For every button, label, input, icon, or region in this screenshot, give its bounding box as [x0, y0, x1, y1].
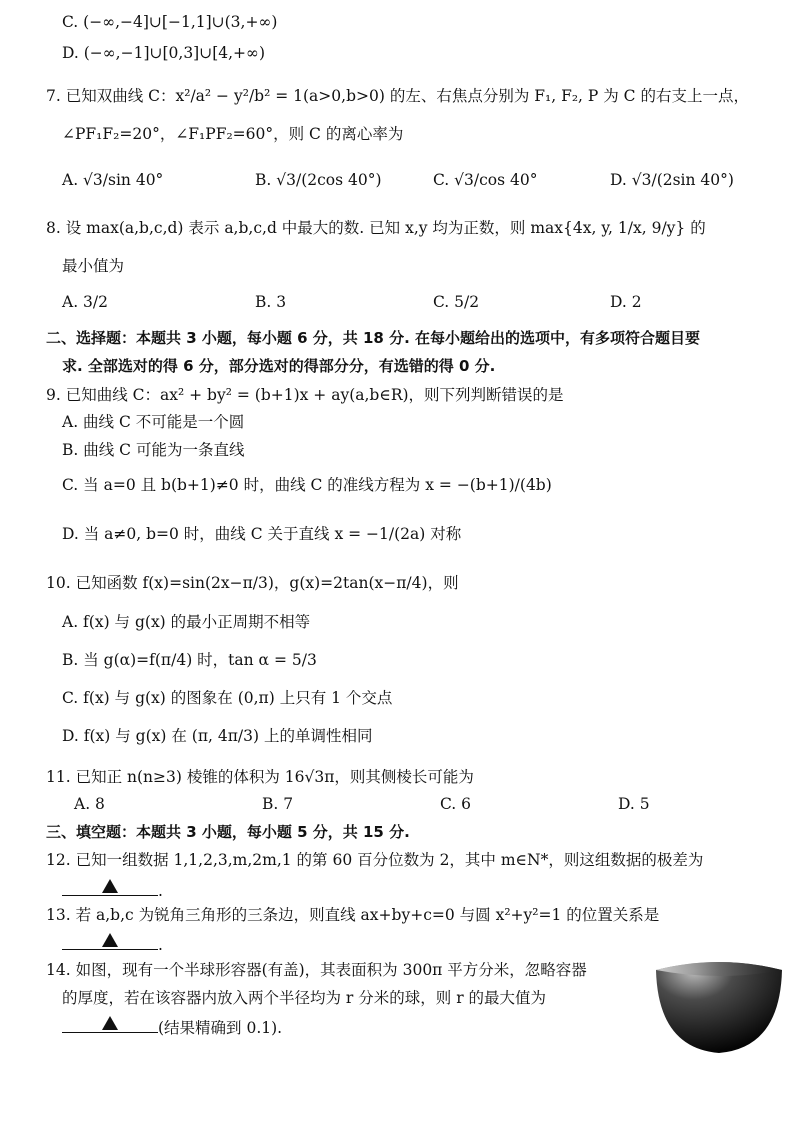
text-line	[618, 794, 650, 814]
line-text: A. f(x) 与 g(x) 的最小正周期不相等	[62, 613, 311, 631]
hemisphere-container-icon	[654, 956, 784, 1058]
text-line	[46, 822, 410, 842]
text-line	[62, 475, 552, 495]
line-text: 10. 已知函数 f(x)=sin(2x−π/3)，g(x)=2tan(x−π/4)，则	[46, 574, 459, 592]
answer-blank[interactable]	[62, 1014, 158, 1033]
line-text: 8. 设 max(a,b,c,d) 表示 a,b,c,d 中最大的数. 已知 x,y 均为正数，则 max{4x, y, 1/x, 9/y} 的	[46, 219, 706, 237]
line-text: C. 6	[440, 795, 472, 813]
text-line	[46, 850, 703, 870]
text-line	[255, 292, 286, 312]
text-line	[262, 794, 293, 814]
text-line	[62, 612, 310, 632]
text-line	[62, 43, 265, 63]
text-line	[62, 440, 244, 460]
line-text: 13. 若 a,b,c 为锐角三角形的三条边，则直线 ax+by+c=0 与圆 x²+y²=1 的位置关系是	[46, 906, 660, 924]
text-line	[74, 794, 105, 814]
line-text: 7. 已知双曲线 C：x²/a² − y²/b² = 1(a>0,b>0) 的左、右焦点分别为 F₁, F₂, P 为 C 的右支上一点，	[46, 87, 749, 105]
text-line	[62, 726, 372, 746]
text-line	[440, 794, 471, 814]
line-text: A. 8	[74, 795, 105, 813]
line-text: 二、选择题：本题共 3 小题，每小题 6 分，共 18 分. 在每小题给出的选项中，有多项符合题目要	[46, 329, 701, 347]
line-text: C. (−∞,−4]∪[−1,1]∪(3,+∞)	[62, 13, 278, 31]
answer-blank[interactable]	[62, 931, 158, 950]
text-line	[62, 1014, 282, 1038]
line-text: B. 曲线 C 可能为一条直线	[62, 441, 245, 459]
line-text: A. 曲线 C 不可能是一个圆	[62, 413, 245, 431]
text-line	[62, 170, 163, 190]
text-line	[46, 218, 706, 238]
text-line	[62, 877, 163, 901]
line-text: D. f(x) 与 g(x) 在 (π, 4π/3) 上的单调性相同	[62, 727, 373, 745]
line-text: 14. 如图，现有一个半球形容器(有盖)，其表面积为 300π 平方分米，忽略容器	[46, 961, 587, 979]
line-text: 的厚度，若在该容器内放入两个半径均为 r 分米的球，则 r 的最大值为	[62, 989, 547, 1007]
line-text: A. 3/2	[62, 293, 108, 311]
text-line	[255, 170, 382, 190]
line-text: 12. 已知一组数据 1,1,2,3,m,2m,1 的第 60 百分位数为 2，其中 m∈N*，则这组数据的极差为	[46, 851, 704, 869]
line-text: .	[158, 936, 163, 954]
line-text: C. f(x) 与 g(x) 的图象在 (0,π) 上只有 1 个交点	[62, 689, 393, 707]
line-text: C. 5/2	[433, 293, 480, 311]
text-line	[610, 170, 734, 190]
line-text: D. 5	[618, 795, 650, 813]
line-text: D. 当 a≠0, b=0 时，曲线 C 关于直线 x = −1/(2a) 对称	[62, 525, 462, 543]
text-line	[46, 767, 474, 787]
text-line	[62, 650, 317, 670]
line-text: .	[158, 882, 163, 900]
triangle-marker-icon	[102, 879, 118, 893]
text-line	[46, 328, 700, 348]
line-text: B. 当 g(α)=f(π/4) 时，tan α = 5/3	[62, 651, 317, 669]
text-line	[46, 905, 659, 925]
line-text: (结果精确到 0.1).	[158, 1019, 283, 1037]
triangle-marker-icon	[102, 933, 118, 947]
text-line	[46, 385, 564, 405]
text-line	[62, 988, 546, 1008]
line-text: 三、填空题：本题共 3 小题，每小题 5 分，共 15 分.	[46, 823, 410, 841]
line-text: 求. 全部选对的得 6 分，部分选对的得部分分，有选错的得 0 分.	[62, 357, 496, 375]
text-line	[433, 170, 538, 190]
text-line	[62, 412, 244, 432]
line-text: B. √3/(2cos 40°)	[255, 171, 382, 189]
answer-blank[interactable]	[62, 877, 158, 896]
text-line	[610, 292, 642, 312]
line-text: ∠PF₁F₂=20°，∠F₁PF₂=60°，则 C 的离心率为	[62, 125, 404, 143]
text-line	[62, 931, 163, 955]
text-line	[62, 12, 277, 32]
line-text: C. √3/cos 40°	[433, 171, 538, 189]
line-text: C. 当 a=0 且 b(b+1)≠0 时，曲线 C 的准线方程为 x = −(b+1)/(4b)	[62, 476, 552, 494]
text-line	[62, 688, 392, 708]
text-line	[433, 292, 479, 312]
line-text: B. 3	[255, 293, 287, 311]
line-text: D. (−∞,−1]∪[0,3]∪[4,+∞)	[62, 44, 265, 62]
text-line	[62, 256, 124, 276]
text-line	[46, 573, 459, 593]
line-text: 9. 已知曲线 C：ax² + by² = (b+1)x + ay(a,b∈R)，则下列判断错误的是	[46, 386, 564, 404]
line-text: D. √3/(2sin 40°)	[610, 171, 734, 189]
text-line	[62, 292, 108, 312]
text-line	[62, 356, 495, 376]
line-text: 最小值为	[62, 257, 125, 275]
text-line	[62, 124, 403, 144]
line-text: B. 7	[262, 795, 294, 813]
line-text: D. 2	[610, 293, 642, 311]
triangle-marker-icon	[102, 1016, 118, 1030]
line-text: A. √3/sin 40°	[62, 171, 164, 189]
line-text: 11. 已知正 n(n≥3) 棱锥的体积为 16√3π，则其侧棱长可能为	[46, 768, 474, 786]
text-line	[62, 524, 461, 544]
text-line	[46, 960, 587, 980]
text-line	[46, 86, 749, 106]
